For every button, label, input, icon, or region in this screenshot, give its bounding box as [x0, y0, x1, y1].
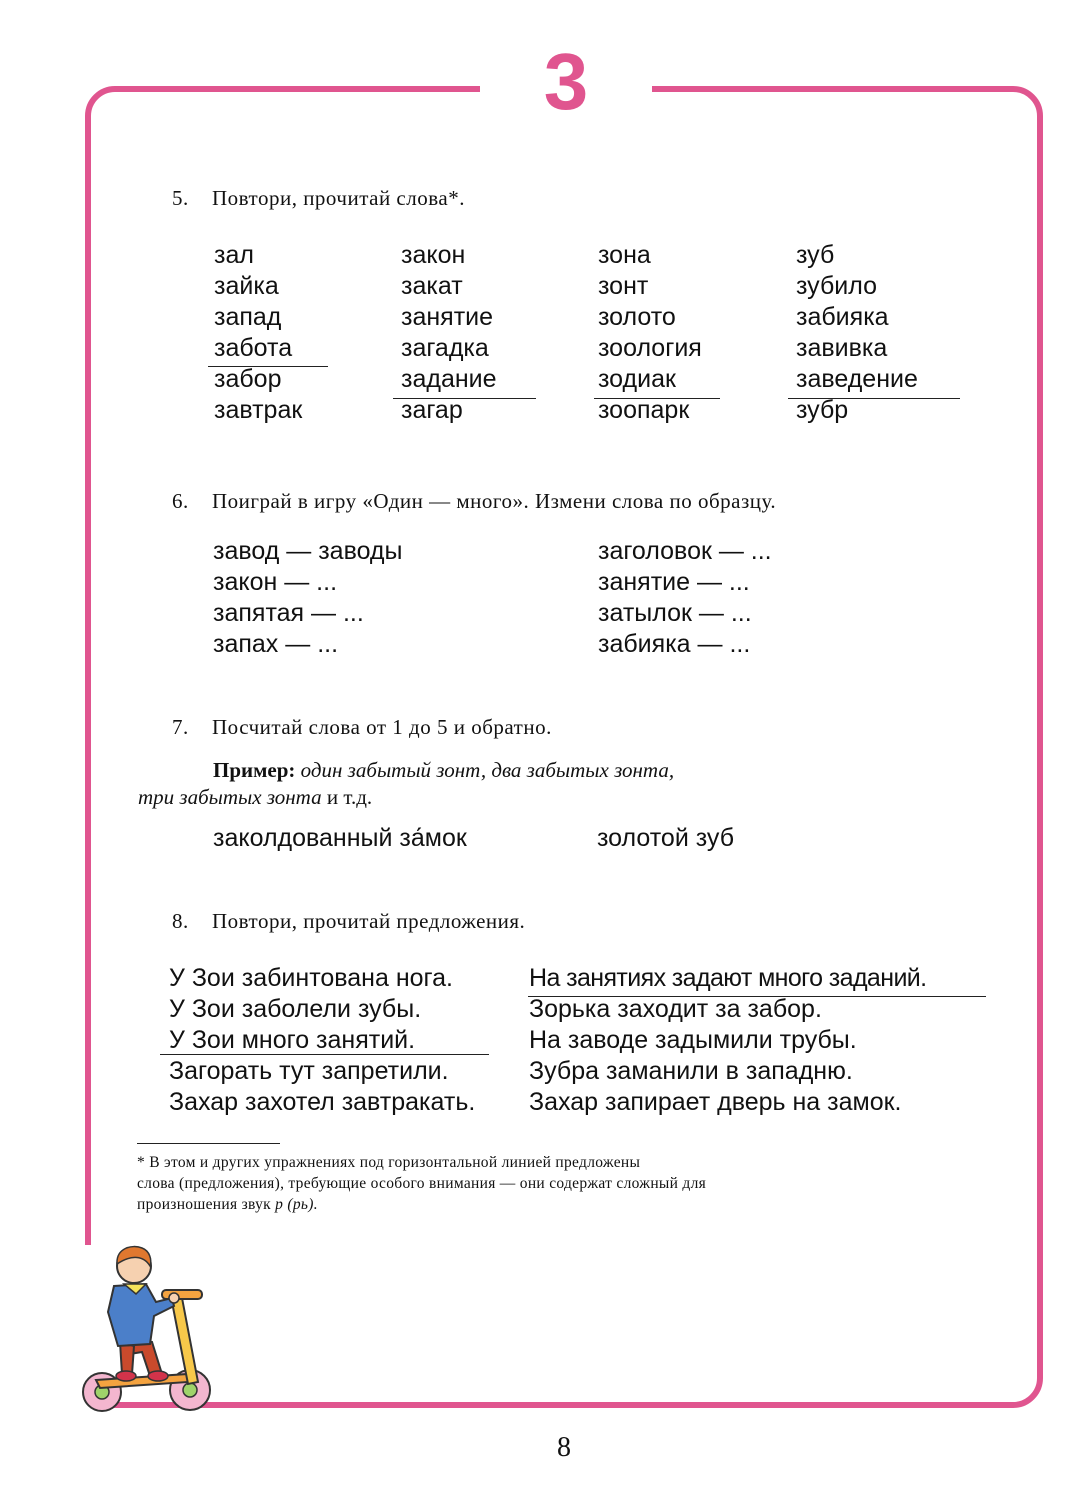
word: загар	[401, 396, 463, 424]
footnote-text: произношения звук	[137, 1196, 271, 1213]
sentence: У Зои заболели зубы.	[169, 995, 422, 1023]
task5-number: 5.	[172, 186, 189, 210]
example-text: один забытый зонт, два забытых зонта,	[300, 758, 675, 782]
task7-instruction: Посчитай слова от 1 до 5 и обратно.	[212, 715, 552, 739]
footnote-line: * В этом и других упражнениях под горизонтальной линией предложены	[137, 1154, 641, 1171]
word: загадка	[401, 334, 489, 362]
example-text: три забытых зонта	[138, 785, 322, 809]
task7-example-line2	[138, 783, 372, 811]
sentence: На заводе задымили трубы.	[529, 1026, 857, 1054]
sentence: У Зои забинтована нога.	[169, 964, 453, 992]
example-tail: и т.д.	[326, 785, 373, 809]
word: золото	[598, 303, 676, 331]
footnote	[137, 1152, 897, 1215]
task7-heading	[172, 715, 552, 740]
task7-phrase: золотой зуб	[597, 824, 735, 852]
word: зоопарк	[598, 396, 690, 424]
task7-example-line1	[213, 756, 674, 784]
sentence: Загорать тут запретили.	[169, 1057, 449, 1085]
word-pair: занятие — ...	[598, 568, 750, 596]
word-pair: затылок — ...	[598, 599, 752, 627]
divider-line	[393, 398, 536, 399]
word: забор	[214, 365, 282, 393]
example-label: Пример:	[213, 758, 296, 782]
task7-number: 7.	[172, 715, 189, 739]
divider-line	[160, 1054, 489, 1055]
task8-right-column	[529, 963, 927, 1118]
word: завтрак	[214, 396, 303, 424]
task7-phrase: заколдованный за́мок	[213, 824, 467, 852]
task5-instruction: Повтори, прочитай слова*.	[212, 186, 465, 210]
task8-heading	[172, 909, 525, 934]
word: зубр	[796, 396, 849, 424]
task6-right-column	[598, 536, 772, 660]
sentence: Зубра заманили в западню.	[529, 1057, 853, 1085]
word: забота	[214, 334, 293, 362]
task6-number: 6.	[172, 489, 189, 513]
task5-heading	[172, 186, 465, 211]
task8-instruction: Повтори, прочитай предложения.	[212, 909, 526, 933]
footnote-sound: р (рь).	[275, 1196, 318, 1213]
child-on-scooter-illustration	[76, 1242, 216, 1414]
sentence: На занятиях задают много заданий.	[529, 964, 927, 992]
sentence: У Зои много занятий.	[169, 1026, 416, 1054]
task5-column-1	[214, 240, 302, 426]
footnote-separator	[137, 1143, 280, 1144]
word: занятие	[401, 303, 494, 331]
word-pair: завод — заводы	[213, 537, 403, 565]
task8-number: 8.	[172, 909, 189, 933]
word: закат	[401, 272, 463, 300]
word: зуб	[796, 241, 835, 269]
sentence: Захар запирает дверь на замок.	[529, 1088, 902, 1116]
footnote-line: слова (предложения), требующие особого внимания — они содержат сложный для	[137, 1175, 707, 1192]
word: забияка	[796, 303, 889, 331]
divider-line	[208, 366, 328, 367]
task6-left-column	[213, 536, 402, 660]
task6-instruction: Поиграй в игру «Один — много». Измени слова по образцу.	[212, 489, 777, 513]
word-pair: забияка — ...	[598, 630, 751, 658]
task8-left-column	[169, 963, 475, 1118]
word-pair: закон — ...	[213, 568, 338, 596]
word: заведение	[796, 365, 918, 393]
word: зубило	[796, 272, 878, 300]
sentence: Зорька заходит за забор.	[529, 995, 822, 1023]
word: зоология	[598, 334, 702, 362]
word: зонт	[598, 272, 649, 300]
task6-heading	[172, 489, 776, 514]
word-pair: запах — ...	[213, 630, 339, 658]
word: зал	[214, 241, 254, 269]
chapter-number: 3	[543, 37, 589, 126]
word: задание	[401, 365, 497, 393]
word: зона	[598, 241, 651, 269]
sentence: Захар захотел завтракать.	[169, 1088, 476, 1116]
footnote-line	[137, 1194, 897, 1215]
word: зодиак	[598, 365, 676, 393]
word-pair: заголовок — ...	[598, 537, 772, 565]
divider-line	[788, 398, 960, 399]
word-pair: запятая — ...	[213, 599, 364, 627]
word: зайка	[214, 272, 279, 300]
divider-line	[594, 398, 720, 399]
word: запад	[214, 303, 282, 331]
word: закон	[401, 241, 466, 269]
page-number: 8	[557, 1432, 571, 1463]
divider-line	[528, 996, 986, 997]
word: завивка	[796, 334, 888, 362]
